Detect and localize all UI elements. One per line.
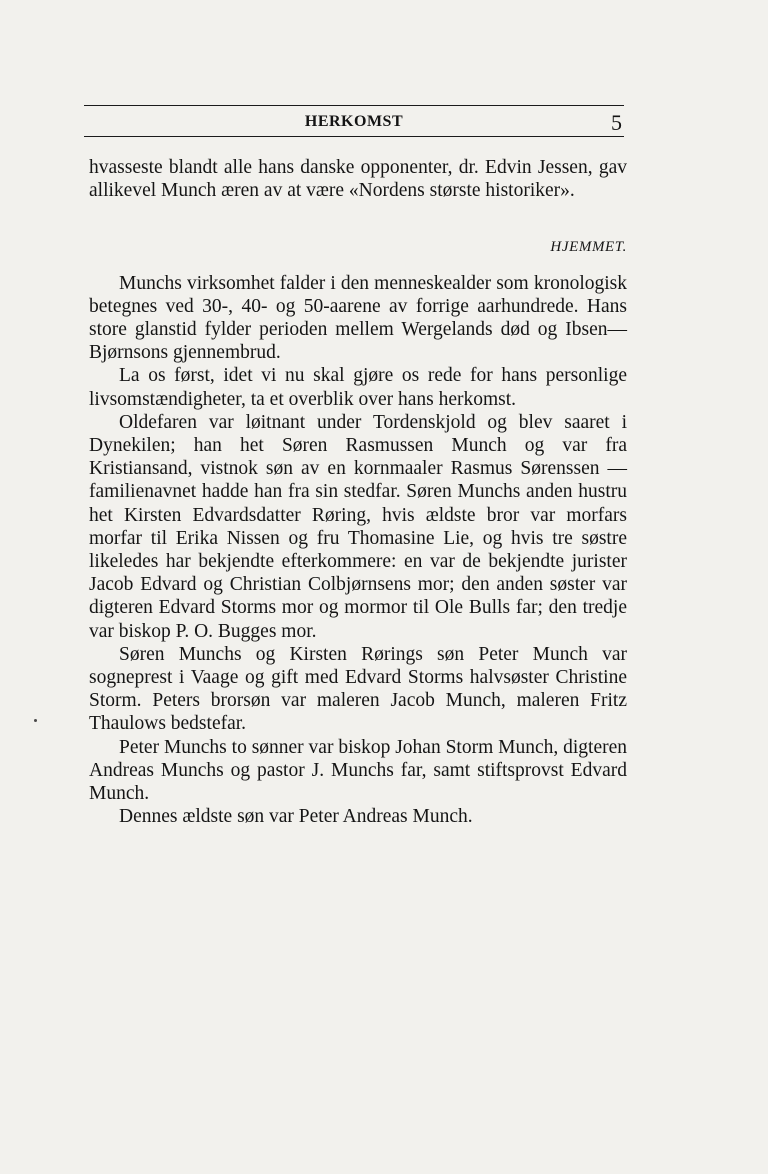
margin-speck — [34, 719, 37, 722]
paragraph-2: Munchs virksomhet falder i den menneskealder som kronologisk betegnes ved 30-, 40- og 50-aarene av forrige aarhundrede. Hans store glanstid fylder perioden mellem Wergelands død og Ibsen—Bjørnsons gjennembrud. — [89, 272, 627, 364]
page-number: 5 — [611, 110, 622, 135]
header-bottom-rule — [84, 136, 624, 137]
body-text — [89, 156, 627, 828]
header-top-rule — [84, 105, 624, 106]
paragraph-6: Peter Munchs to sønner var biskop Johan Storm Munch, digteren Andreas Munchs og pastor J. Munchs far, samt stiftsprovst Edvard Munch. — [89, 736, 628, 805]
paragraph-1: hvasseste blandt alle hans danske opponenter, dr. Edvin Jessen, gav allikevel Munch æren av at være «Nordens største historiker». — [89, 157, 627, 202]
paragraph-7: Dennes ældste søn var Peter Andreas Munch. — [119, 806, 473, 828]
section-heading: HJEMMET. — [550, 239, 627, 256]
paragraph-5: Søren Munchs og Kirsten Rørings søn Peter Munch var sogneprest i Vaage og gift med Edvard Storms halvsøster Christine Storm. Peters brorsøn var maleren Jacob Munch, maleren Fritz Thaulows bedstefar. — [89, 643, 627, 735]
paragraph-4: Oldefaren var løitnant under Tordenskjold og blev saaret i Dynekilen; han het Søren Rasmussen Munch og var fra Kristiansand, vistnok søn av en kornmaaler Rasmus Sørenssen — familienavnet hadde han fra sin stedfar. Søren Munchs anden hustru het Kirsten Edvardsdatter Røring, hvis ældste bror var morfars morfar til Erika Nissen og fru Thomasine Lie, og hvis tre søstre likeledes har bekjendte efterkommere: en var de bekjendte jurister Jacob Edvard og Christian Colbjørnsens mor; den anden søster var digteren Edvard Storms mor og mormor til Ole Bulls far; den tredje var biskop P. O. Bugges mor. — [89, 411, 627, 642]
running-head: HERKOMST — [304, 113, 404, 130]
page-header — [84, 105, 624, 139]
paragraph-3: La os først, idet vi nu skal gjøre os rede for hans personlige livsomstændigheter, ta et overblik over hans herkomst. — [89, 365, 627, 410]
